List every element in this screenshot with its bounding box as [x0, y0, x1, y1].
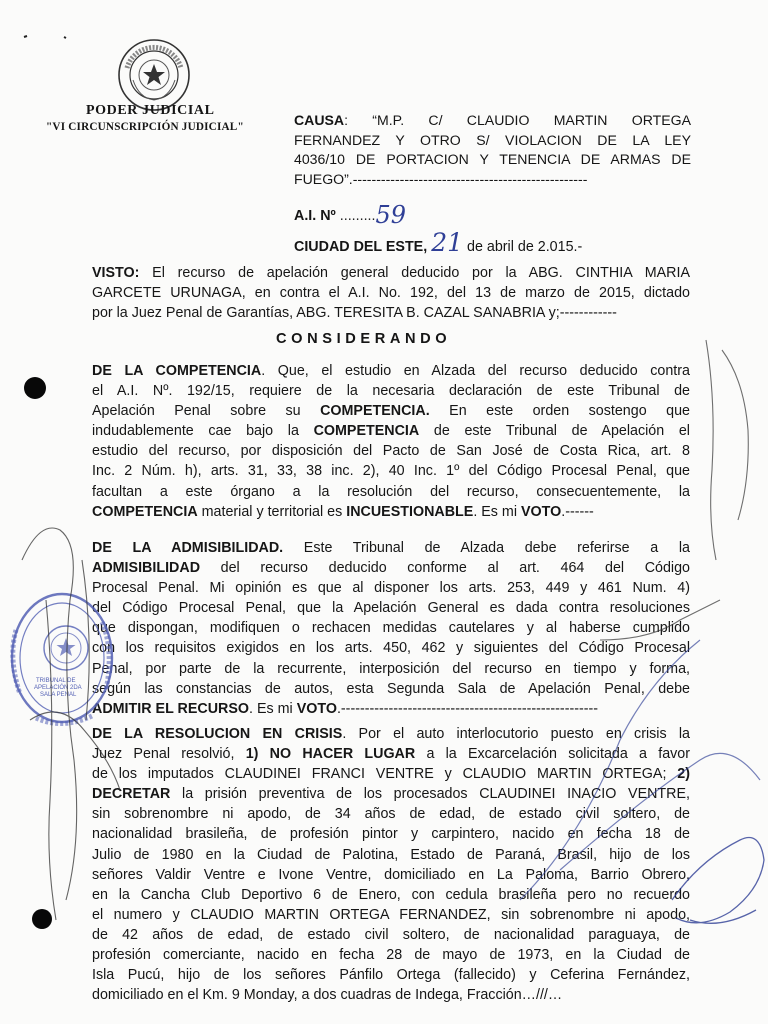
svg-text:SALA PENAL: SALA PENAL — [40, 692, 77, 698]
competencia-paragraph: DE LA COMPETENCIA. Que, el estudio en Alzada del recurso deducido contra el A.I. Nº. 192/15, requiere de la necesaria declaración de este Tribunal de Apelación Penal sobre su COMPETENCIA. En este orden sostengo que indudablemente cae bajo la COMPETENCIA de este Tribunal de Apelación el estudio del recurso, por disposición del Pacto de San José de Costa Rica, art. 8 Inc. 2 Núm. h), arts. 31, 33, 38 inc. 2), 40 Inc. 1º del Código Procesal Penal, que facultan a este órgano a la resolución del recurso, consecuentemente, la COMPETENCIA material y territorial es INCUESTIONABLE. Es mi VOTO.------ — [92, 363, 690, 520]
svg-text:TRIBUNAL DE: TRIBUNAL DE — [36, 678, 76, 684]
causa-line: : “M.P. C/ CLAUDIO MARTIN ORTEGA — [344, 112, 691, 128]
visto-paragraph: VISTO: El recurso de apelación general deducido por la ABG. CINTHIA MARIA GARCETE URUNAGA, en contra el A.I. No. 192, del 13 de marzo de 2015, dictado por la Juez Penal de Garantías, ABG. TERESITA B. CAZAL SANABRIA y;------------ — [92, 265, 690, 322]
causa-block — [294, 111, 691, 189]
date-day-handwritten: 21 — [431, 228, 464, 257]
date-line — [294, 228, 582, 257]
coat-of-arms-seal-icon — [117, 38, 191, 112]
ai-number-line — [294, 198, 407, 229]
pen-stroke-mark — [22, 33, 68, 41]
considerando-heading: CONSIDERANDO — [276, 331, 452, 347]
hole-punch-mark — [32, 909, 52, 929]
city-label: CIUDAD DEL ESTE, — [294, 239, 428, 255]
visto-label: VISTO: — [92, 265, 140, 281]
ai-number-handwritten: 59 — [375, 201, 407, 229]
admisibilidad-paragraph: DE LA ADMISIBILIDAD. Este Tribunal de Alzada debe referirse a la ADMISIBILIDAD del recurso deducido conforme al art. 464 del Código Procesal Penal. Mi opinión es que al disponer los arts. 253, 449 y 461 Num. 4) del Código Procesal Penal, que la Apelación General es dada contra resoluciones que dispongan, modifiquen o rechacen medidas cautelares y al haberse cumplido con los requisitos exigidos en los arts. 450, 462 y siguientes del Código Procesal Penal, por parte de la recurrente, interposición del recurso en tiempo y forma, según las constancias de autos, esta Segunda Sala de Apelación Penal, debe ADMITIR EL RECURSO. Es mi VOTO.------------------------------------------------------ — [92, 540, 690, 717]
hole-punch-mark — [24, 377, 46, 399]
ai-dots: ......... — [339, 208, 376, 224]
causa-line: FERNANDEZ Y OTRO S/ VIOLACION DE LA LEY — [294, 131, 691, 148]
causa-line: FUEGO”.-------------------------------------------------- — [294, 170, 588, 187]
causa-line: 4036/10 DE PORTACION Y TENENCIA DE ARMAS DE — [294, 151, 691, 168]
date-rest: de abril de 2.015.- — [467, 239, 583, 255]
circunscripcion-name: "VI CIRCUNSCRIPCIÓN JUDICIAL" — [46, 121, 244, 133]
institution-name: PODER JUDICIAL — [86, 103, 215, 118]
svg-text:APELACIÓN 2DA: APELACIÓN 2DA — [34, 685, 82, 691]
official-stamp-seal — [6, 590, 118, 770]
causa-label: CAUSA — [294, 112, 345, 128]
ai-label: A.I. Nº — [294, 208, 336, 224]
resolucion-paragraph: DE LA RESOLUCION EN CRISIS. Por el auto interlocutorio puesto en crisis la Juez Penal resolvió, 1) NO HACER LUGAR a la Excarcelación solicitada a favor de los imputados CLAUDINEI FRANCI VENTRE y CLAUDIO MARTIN ORTEGA; 2) DECRETAR la prisión preventiva de los procesados CLAUDINEI INACIO VENTRE, sin sobrenombre ni apodo, de 34 años de edad, de estado civil soltero, de nacionalidad brasileña, de profesión pintor y carpintero, nacido en fecha 18 de Julio de 1980 en la Ciudad de Palotina, Estado de Paraná, Brasil, hijo de los señores Valdir Ventre e Ivone Ventre, domiciliado en La Paloma, Barrio Obrero, en la Cancha Club Deportivo 6 de Enero, con cedula brasileña pero no recuerdo el numero y CLAUDIO MARTIN ORTEGA FERNANDEZ, sin sobrenombre ni apodo, de 42 años de edad, de estado civil soltero, de nacionalidad paraguaya, de profesión comerciante, nacido en fecha 28 de mayo de 1973, en la Ciudad de Isla Pucú, hijo de los señores Pánfilo Ortega (fallecido) y Ceferina Fernández, domiciliado en el Km. 9 Monday, a dos cuadras de Indega, Fracción…///… — [92, 726, 691, 1004]
